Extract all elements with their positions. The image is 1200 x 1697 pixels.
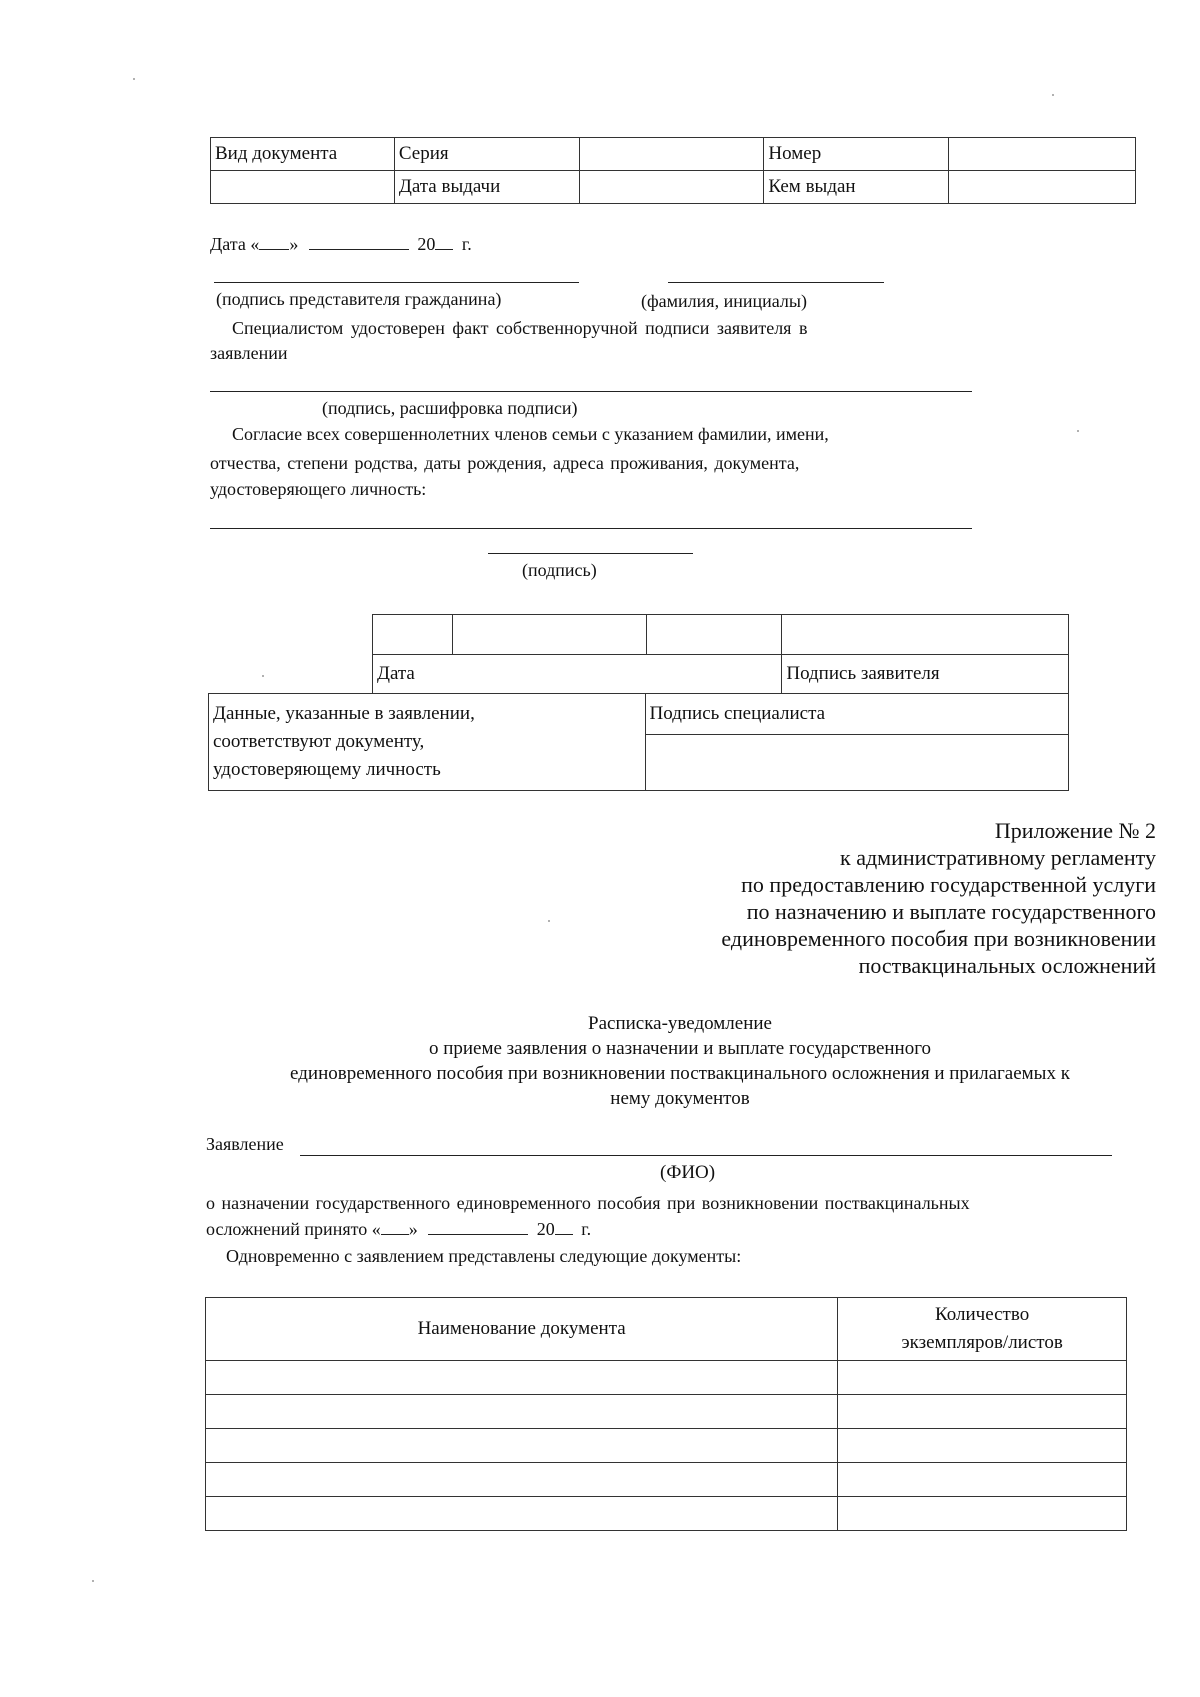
applicant-signature-box[interactable] [782,615,1069,655]
consent-signature-caption: (подпись) [522,560,597,580]
scan-speck [1052,94,1054,96]
verification-text [209,694,646,791]
scan-speck [548,920,550,922]
table-row [206,1395,1127,1429]
date-year-suffix: г. [461,234,472,254]
issue-date-value[interactable] [579,171,764,204]
issue-date-label: Дата выдачи [394,171,579,204]
doc-type-value[interactable] [211,171,395,204]
document-table [210,137,1136,204]
scan-speck [92,1580,94,1582]
doc-name-cell[interactable] [206,1395,838,1429]
specialist-signature-box[interactable] [645,735,1068,791]
name-initials-line[interactable] [668,282,884,283]
receipt-title: Расписка-уведомление [588,1013,772,1034]
representative-signature-line[interactable] [214,282,579,283]
receipt-subtitle-line2: о приеме заявления о назначении и выплате государственного [428,1038,932,1059]
appendix-line-4: по назначению и выплате государственного [746,899,1156,924]
doc-type-label: Вид документа [211,138,395,171]
statement-fio-line[interactable] [300,1155,1112,1156]
table-row [206,1463,1127,1497]
appendix-line-5: единовременного пособия при возникновении [721,926,1156,951]
specialist-statement-line2: заявлении [210,343,288,363]
doc-qty-cell[interactable] [838,1361,1127,1395]
doc-name-cell[interactable] [206,1429,838,1463]
date-label: Дата [373,655,782,694]
documents-table [205,1297,1127,1531]
applicant-signature-label: Подпись заявителя [782,655,1069,694]
date-year-prefix: 20 [417,234,436,254]
date-close-quote: » [289,234,299,254]
issued-by-label: Кем выдан [764,171,949,204]
table-row [206,1361,1127,1395]
appendix-header [721,817,1156,979]
table-row [206,1429,1127,1463]
date-box-1[interactable] [373,615,453,655]
date-box-3[interactable] [646,615,782,655]
receipt-title-block [200,1011,1160,1111]
verification-text-line2: соответствуют документу, [213,731,425,752]
specialist-signature-line[interactable] [210,391,972,392]
receipt-subtitle-line3: единовременного пособия при возникновении поствакцинального осложнения и прилагаемых к [290,1063,1070,1084]
doc-name-cell[interactable] [206,1497,838,1531]
doc-qty-cell[interactable] [838,1497,1127,1531]
appendix-line-6: поствакцинальных осложнений [858,953,1156,978]
accepted-prefix: осложнений принято « [206,1219,381,1239]
appendix-line-1: Приложение № 2 [994,818,1156,843]
accepted-quote: » [408,1219,418,1239]
verification-table [208,693,1069,791]
scan-speck [262,675,264,677]
issued-by-value[interactable] [949,171,1136,204]
doc-qty-cell[interactable] [838,1395,1127,1429]
doc-qty-header [838,1298,1127,1361]
series-value[interactable] [579,138,764,171]
accepted-year-suffix: г. [581,1219,592,1239]
consent-signature-line[interactable] [488,553,693,554]
date-line [210,234,472,255]
doc-qty-cell[interactable] [838,1463,1127,1497]
doc-name-cell[interactable] [206,1463,838,1497]
accepted-year-prefix: 20 [536,1219,555,1239]
table-row [206,1497,1127,1531]
verification-text-line1: Данные, указанные в заявлении, [213,703,475,724]
number-label: Номер [764,138,949,171]
consent-line1: Согласие всех совершеннолетних членов семьи с указанием фамилии, имени, [232,424,829,444]
specialist-signature-caption: (подпись, расшифровка подписи) [322,398,578,418]
doc-name-header: Наименование документа [206,1298,838,1361]
series-label: Серия [394,138,579,171]
date-box-2[interactable] [452,615,646,655]
specialist-statement-line1: Специалистом удостоверен факт собственноручной подписи заявителя в [232,318,808,338]
number-value[interactable] [949,138,1136,171]
consent-line3: удостоверяющего личность: [210,479,427,499]
statement-label: Заявление [206,1134,284,1154]
representative-signature-caption: (подпись представителя гражданина) [216,289,502,309]
scan-speck [133,78,135,80]
verification-text-line3: удостоверяющему личность [213,759,441,780]
doc-qty-cell[interactable] [838,1429,1127,1463]
statement-line3: Одновременно с заявлением представлены следующие документы: [226,1246,742,1266]
statement-line2 [206,1219,591,1240]
doc-qty-header-line2: экземпляров/листов [901,1332,1063,1353]
consent-line2: отчества, степени родства, даты рождения, адреса проживания, документа, [210,453,800,473]
scan-speck [1077,430,1079,432]
date-prefix: Дата « [210,234,260,254]
name-initials-caption: (фамилия, инициалы) [641,291,807,311]
appendix-line-3: по предоставлению государственной услуги [741,872,1156,897]
specialist-signature-label: Подпись специалиста [645,694,1068,735]
fio-caption: (ФИО) [660,1162,716,1183]
statement-line1: о назначении государственного единовременного пособия при возникновении поствакцинальных [206,1193,970,1213]
consent-line[interactable] [210,528,972,529]
date-signature-table [372,614,1069,694]
doc-qty-header-line1: Количество [935,1304,1030,1325]
receipt-subtitle-line4: нему документов [610,1088,750,1109]
appendix-line-2: к административному регламенту [840,845,1156,870]
doc-name-cell[interactable] [206,1361,838,1395]
